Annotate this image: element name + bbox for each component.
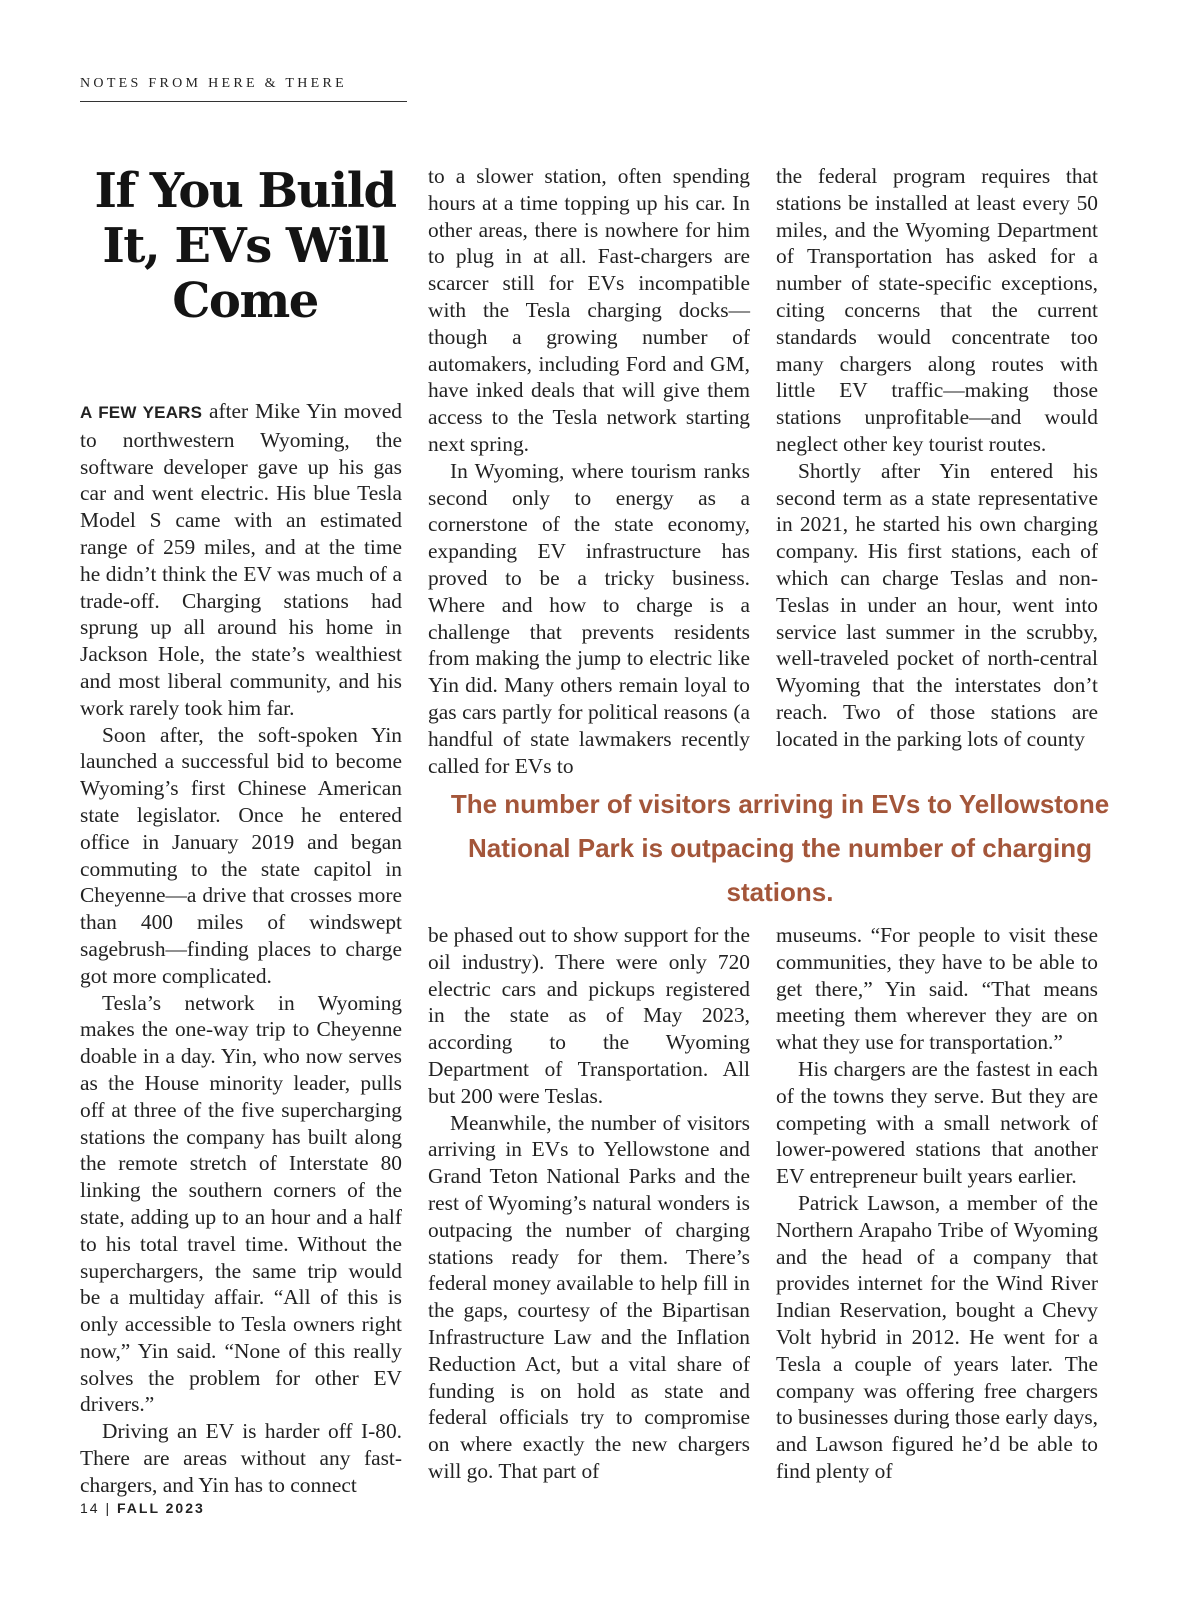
paragraph: His chargers are the fastest in each of the towns they serve. But they are competing with a small network of lower-powered stations that another EV entrepreneur built years earlier. <box>776 1056 1098 1189</box>
paragraph: Patrick Lawson, a member of the Northern Arapaho Tribe of Wyoming and the head of a company that provides internet for the Wind River Indian Reservation, bought a Chevy Volt hybrid in 2012. He went for a Tesla a couple of years later. The company was offering free chargers to businesses during those early days, and Lawson figured he’d be able to find plenty of <box>776 1190 1098 1483</box>
pull-quote: The number of visitors arriving in EVs to Yellowstone National Park is outpacing the number of charging stations. <box>450 789 1110 907</box>
article-column-2-top <box>428 163 750 779</box>
folio-separator: | <box>105 1500 112 1516</box>
paragraph: Soon after, the soft-spoken Yin launched a successful bid to become Wyoming’s first Chinese American state legislator. Once he entered office in January 2019 and began commuting to the state capitol in Cheyenne—a drive that crosses more than 400 miles of windswept sagebrush—finding places to charge got more complicated. <box>80 722 402 988</box>
paragraph: the federal program requires that stations be installed at least every 50 miles, and the Wyoming Department of Transportation has asked for a number of state-specific exceptions, citing concerns that the current standards would concentrate too many chargers along routes with little EV traffic—making those stations unprofitable—and would neglect other key tourist routes. <box>776 164 1098 456</box>
paragraph <box>80 398 402 722</box>
article-column-1 <box>80 398 402 1499</box>
paragraph: Tesla’s network in Wyoming makes the one-way trip to Cheyenne doable in a day. Yin, who now serves as the House minority leader, pulls off at three of the five supercharging stations the company has built along the remote stretch of Interstate 80 linking the southern corners of the state, adding up to an hour and a half to his total travel time. Without the superchargers, the same trip would be a multiday affair. “All of this is only accessible to Tesla owners right now,” Yin said. “None of this really solves the problem for other EV drivers.” <box>80 990 402 1417</box>
paragraph: Driving an EV is harder off I-80. There are areas without any fast-chargers, and Yin has to connect <box>80 1419 402 1497</box>
headline: If You Build It, EVs Will Come <box>94 163 396 329</box>
paragraph: to a slower station, often spending hours at a time topping up his car. In other areas, there is nowhere for him to plug in at all. Fast-chargers are scarcer still for EVs incompatible with the Tesla charging docks—though a growing number of automakers, including Ford and GM, have inked deals that will give them access to the Tesla network starting next spring. <box>428 164 750 456</box>
issue-label: FALL 2023 <box>117 1500 205 1516</box>
paragraph: In Wyoming, where tourism ranks second only to energy as a cornerstone of the state economy, expanding EV infrastructure has proved to be a tricky business. Where and how to charge is a challenge that prevents residents from making the jump to electric like Yin did. Many others remain loyal to gas cars partly for political reasons (a handful of state lawmakers recently called for EVs to <box>428 458 750 778</box>
paragraph: be phased out to show support for the oil industry). There were only 720 electric cars and pickups registered in the state as of May 2023, according to the Wyoming Department of Transportation. All but 200 were Teslas. <box>428 923 750 1108</box>
section-rule <box>80 101 407 102</box>
lead-in: A FEW YEARS <box>80 403 203 422</box>
paragraph: Meanwhile, the number of visitors arriving in EVs to Yellowstone and Grand Teton National Parks and the rest of Wyoming’s natural wonders is outpacing the number of charging stations ready for them. There’s federal money available to help fill in the gaps, courtesy of the Bipartisan Infrastructure Law and the Inflation Reduction Act, but a vital share of funding is on hold as state and federal officials try to compromise on where exactly the new chargers will go. That part of <box>428 1110 750 1483</box>
page-number: 14 <box>80 1500 100 1516</box>
page-folio <box>80 1500 205 1516</box>
paragraph: museums. “For people to visit these communities, they have to be able to get there,” Yin said. “That means meeting them wherever they are on what they use for transportation.” <box>776 923 1098 1055</box>
section-label: NOTES FROM HERE & THERE <box>80 76 347 91</box>
article-column-3-top <box>776 163 1098 753</box>
article-column-2-bottom <box>428 922 750 1485</box>
article-column-3-bottom <box>776 922 1098 1485</box>
paragraph-text: after Mike Yin moved to northwestern Wyoming, the software developer gave up his gas car and went electric. His blue Tesla Model S came with an estimated range of 259 miles, and at the time he didn’t think the EV was much of a trade-off. Charging stations had sprung up all around his home in Jackson Hole, the state’s wealthiest and most liberal community, and his work rarely took him far. <box>80 399 403 720</box>
paragraph: Shortly after Yin entered his second term as a state representative in 2021, he started his own charging company. His first stations, each of which can charge Teslas and non-Teslas in under an hour, went into service last summer in the scrubby, well-traveled pocket of north-central Wyoming that the interstates don’t reach. Two of those stations are located in the parking lots of county <box>776 458 1098 751</box>
